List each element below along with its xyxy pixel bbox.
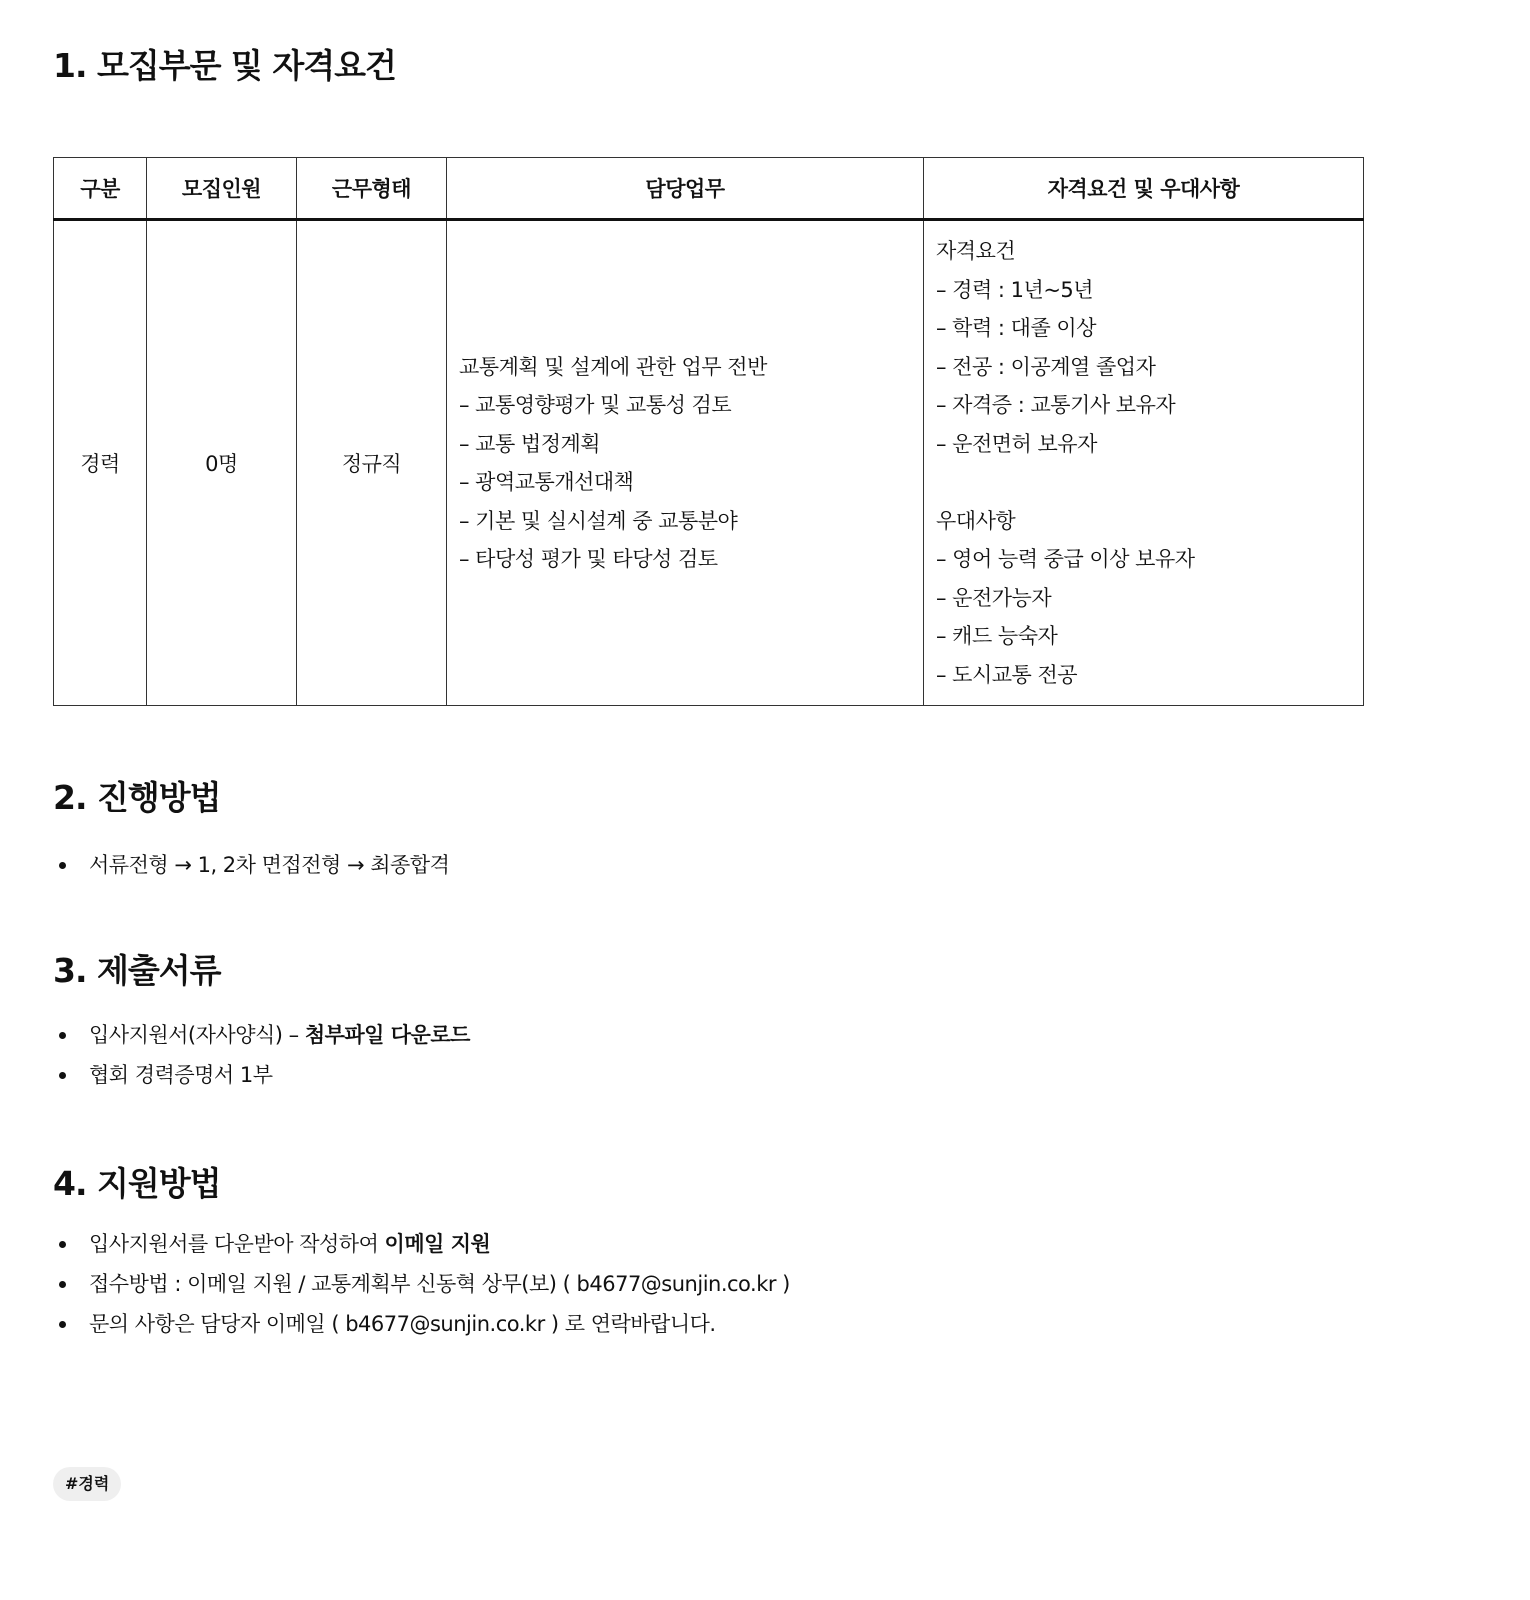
tag-career[interactable]: #경력 xyxy=(53,1467,121,1501)
section-title-documents: 3. 제출서류 xyxy=(53,951,221,990)
duty-line: – 기본 및 실시설계 중 교통분야 xyxy=(459,508,738,533)
qualification-heading: 자격요건 xyxy=(936,239,1016,263)
list-item xyxy=(53,1055,470,1095)
duty-line: 교통계획 및 설계에 관한 업무 전반 xyxy=(459,354,767,379)
column-header-headcount: 모집인원 xyxy=(147,158,297,220)
duty-line: – 타당성 평가 및 타당성 검토 xyxy=(459,547,718,571)
qualification-line: – 전공 : 이공계열 졸업자 xyxy=(936,354,1156,379)
list-item xyxy=(53,1264,790,1304)
attachment-download-link[interactable]: 첨부파일 다운로드 xyxy=(304,1023,470,1047)
bullet-icon xyxy=(59,1281,66,1288)
process-list xyxy=(53,845,449,885)
preference-heading: 우대사항 xyxy=(936,508,1016,533)
list-item xyxy=(53,845,449,885)
inquiry-contact: 문의 사항은 담당자 이메일 ( b4677@sunjin.co.kr ) 로 연락바랍니다. xyxy=(89,1312,716,1336)
apply-contact: 접수방법 : 이메일 지원 / 교통계획부 신동혁 상무(보) ( b4677@sunjin.co.kr ) xyxy=(89,1272,790,1296)
qualification-line: – 운전면허 보유자 xyxy=(936,431,1097,456)
cell-qualifications xyxy=(924,220,1364,706)
preference-line: – 영어 능력 중급 이상 보유자 xyxy=(936,547,1195,571)
documents-list xyxy=(53,1015,470,1095)
document-application-form: 입사지원서(자사양식) – xyxy=(89,1023,305,1047)
bullet-icon xyxy=(59,862,66,869)
section-title-recruitment: 1. 모집부문 및 자격요건 xyxy=(53,46,396,85)
bullet-icon xyxy=(59,1032,66,1039)
bullet-icon xyxy=(59,1241,66,1248)
spacer xyxy=(936,463,1363,502)
apply-instruction: 입사지원서를 다운받아 작성하여 xyxy=(89,1232,385,1256)
cell-duties xyxy=(447,220,924,706)
column-header-qualifications: 자격요건 및 우대사항 xyxy=(924,158,1364,220)
bullet-icon xyxy=(59,1072,66,1079)
qualification-line: – 자격증 : 교통기사 보유자 xyxy=(936,393,1176,417)
section-title-how-to-apply: 4. 지원방법 xyxy=(53,1164,221,1203)
duty-line: – 교통 법정계획 xyxy=(459,431,601,456)
process-steps: 서류전형 → 1, 2차 면접전형 → 최종합격 xyxy=(89,853,450,877)
list-item xyxy=(53,1304,790,1344)
recruitment-table xyxy=(53,157,1364,706)
column-header-employment-type: 근무형태 xyxy=(297,158,447,220)
preference-line: – 캐드 능숙자 xyxy=(936,624,1058,648)
table-header-row xyxy=(54,158,1364,220)
cell-category: 경력 xyxy=(54,220,147,706)
cell-headcount: 0명 xyxy=(147,220,297,706)
duty-line: – 광역교통개선대책 xyxy=(459,470,634,494)
duty-line: – 교통영향평가 및 교통성 검토 xyxy=(459,393,732,417)
preference-line: – 운전가능자 xyxy=(936,585,1052,610)
table-row xyxy=(54,220,1364,706)
list-item xyxy=(53,1224,790,1264)
apply-list xyxy=(53,1224,790,1344)
column-header-category: 구분 xyxy=(54,158,147,220)
list-item xyxy=(53,1015,470,1055)
preference-line: – 도시교통 전공 xyxy=(936,662,1078,687)
email-apply-emphasis: 이메일 지원 xyxy=(384,1232,491,1256)
qualification-line: – 경력 : 1년~5년 xyxy=(936,277,1094,302)
bullet-icon xyxy=(59,1321,66,1328)
qualification-line: – 학력 : 대졸 이상 xyxy=(936,316,1096,340)
document-career-certificate: 협회 경력증명서 1부 xyxy=(89,1063,273,1087)
cell-employment-type: 정규직 xyxy=(297,220,447,706)
column-header-duties: 담당업무 xyxy=(447,158,924,220)
section-title-process: 2. 진행방법 xyxy=(53,778,221,817)
